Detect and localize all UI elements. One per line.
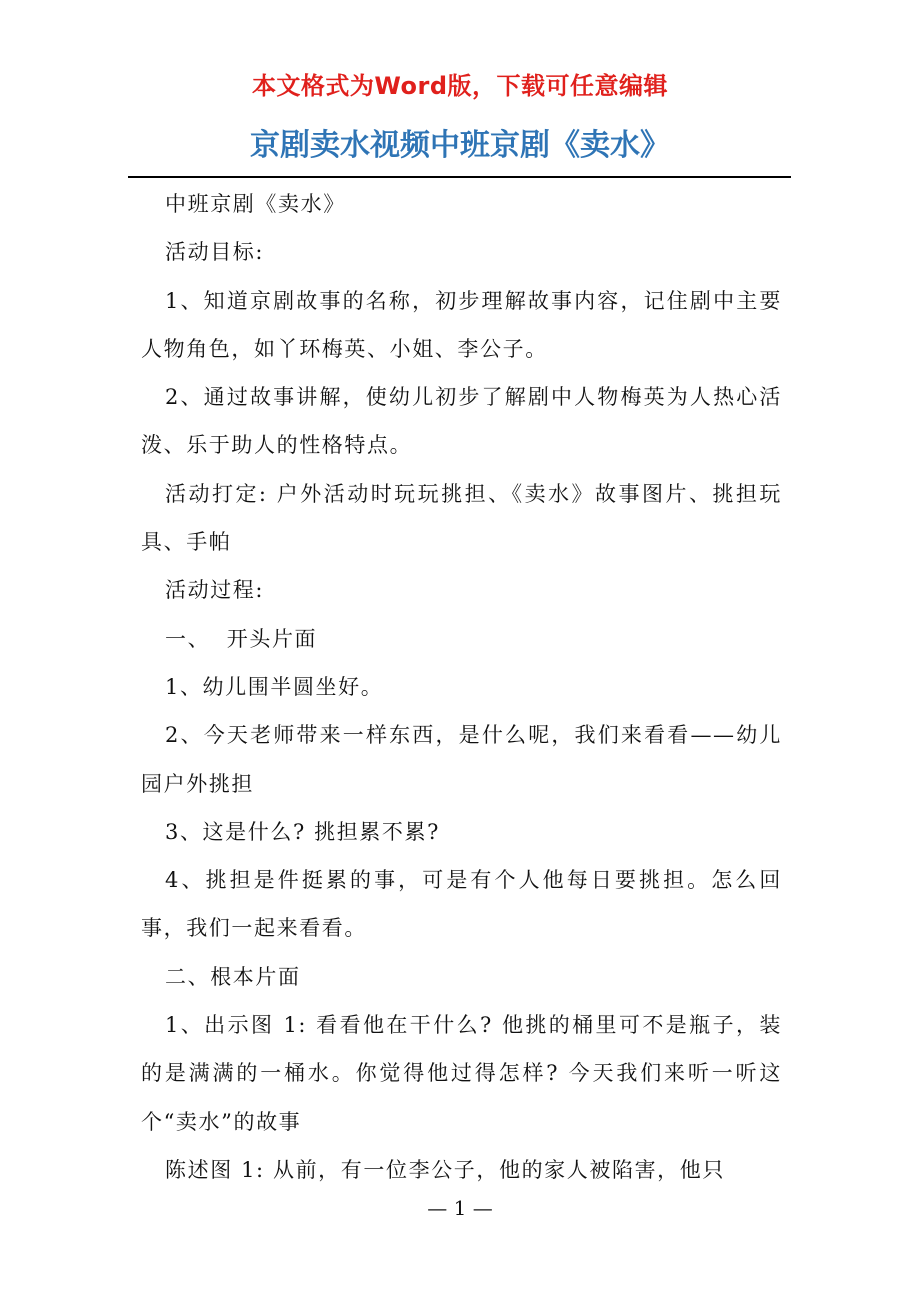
paragraph: 活动过程: (165, 578, 265, 603)
paragraph: 1、出示图 1: 看看他在干什么? 他挑的桶里可不是瓶子，装的是满满的一桶水。你觉得他过得怎样? 今天我们来听一听这个“卖水”的故事 (141, 1013, 782, 1134)
document-body (141, 180, 782, 1194)
paragraph: 中班京剧《卖水》 (165, 192, 346, 216)
paragraph: 二、根本片面 (165, 964, 301, 989)
paragraph: 活动目标: (165, 240, 265, 265)
paragraph: 2、通过故事讲解，使幼儿初步了解剧中人物梅英为人热心活泼、乐于助人的性格特点。 (141, 385, 782, 458)
paragraph: 陈述图 1: 从前，有一位李公子，他的家人被陷害，他只 (165, 1157, 725, 1182)
document-title: 京剧卖水视频中班京剧《卖水》 (250, 128, 670, 163)
paragraph: 3、这是什么? 挑担累不累? (165, 819, 440, 844)
paragraph: 1、幼儿围半圆坐好。 (165, 674, 384, 699)
format-notice: 本文格式为Word版，下载可任意编辑 (251, 72, 669, 100)
paragraph: 一、 开头片面 (165, 626, 318, 651)
paragraph: 1、知道京剧故事的名称，初步理解故事内容，记住剧中主要人物角色，如丫环梅英、小姐、李公子。 (141, 288, 782, 361)
paragraph: 4、挑担是件挺累的事，可是有个人他每日要挑担。怎么回事，我们一起来看看。 (141, 868, 782, 941)
page-number: — 1 — (427, 1196, 493, 1220)
title-divider (128, 176, 791, 178)
paragraph: 2、今天老师带来一样东西，是什么呢，我们来看看——幼儿园户外挑担 (141, 723, 782, 796)
paragraph: 活动打定: 户外活动时玩玩挑担、《卖水》故事图片、挑担玩具、手帕 (141, 481, 782, 555)
